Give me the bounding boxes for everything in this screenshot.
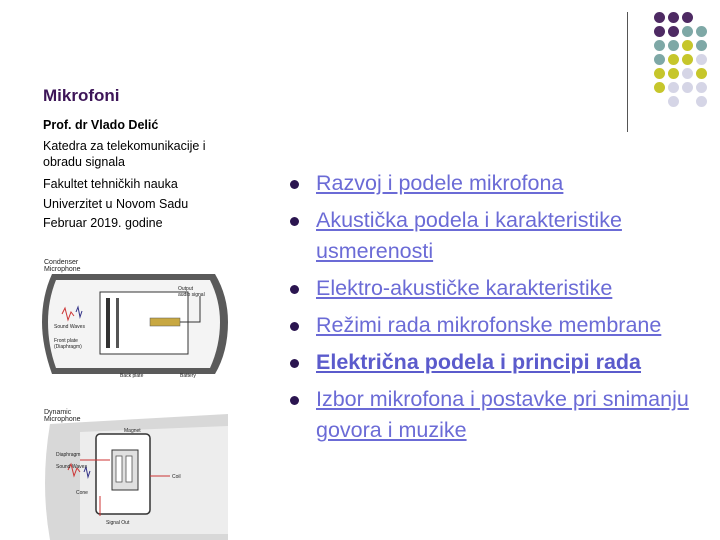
decorative-dot	[668, 96, 679, 107]
decorative-dot	[668, 68, 679, 79]
condenser-front-plate-label: Front plate	[54, 338, 78, 344]
topic-link-akusticka[interactable]: Akustička podela i karakteristike usmerenosti	[316, 208, 622, 263]
topic-item-current	[290, 347, 715, 378]
dynamic-signal-out-label: Signal Out	[106, 520, 130, 526]
topic-item	[290, 384, 715, 446]
topic-item	[290, 205, 715, 267]
dynamic-cone-label: Cone	[76, 490, 88, 496]
affiliation-date: Februar 2019. godine	[43, 216, 163, 230]
decorative-dot	[654, 82, 665, 93]
decorative-dot	[696, 54, 707, 65]
dynamic-label-line1: Dynamic	[44, 409, 72, 416]
slide-title: Mikrofoni	[43, 86, 120, 105]
decorative-dot	[696, 26, 707, 37]
decorative-dot	[668, 54, 679, 65]
decorative-dot	[668, 12, 679, 23]
topic-item	[290, 273, 715, 304]
decorative-dot	[696, 68, 707, 79]
decorative-dot	[682, 40, 693, 51]
topic-link-rezimi[interactable]: Režimi rada mikrofonske membrane	[316, 313, 662, 337]
decorative-dot	[682, 26, 693, 37]
condenser-label-line1: Condenser	[44, 259, 79, 266]
author-name: Prof. dr Vlado Delić	[43, 118, 159, 132]
condenser-battery-label: Battery	[180, 373, 196, 379]
topic-link-izbor[interactable]: Izbor mikrofona i postavke pri snimanju govora i muzike	[316, 387, 689, 442]
decorative-dot	[682, 54, 693, 65]
decorative-dot	[682, 68, 693, 79]
topic-item	[290, 310, 715, 341]
condenser-back-plate-label: Back plate	[120, 373, 144, 379]
topic-list	[290, 168, 715, 452]
decorative-dot	[696, 82, 707, 93]
dynamic-diaphragm-label: Diaphragm	[56, 452, 81, 458]
condenser-output-label: Output	[178, 286, 194, 292]
bullet-icon	[290, 285, 299, 294]
dynamic-coil-label: Coil	[172, 474, 181, 480]
bullet-icon	[290, 217, 299, 226]
affiliation-faculty: Fakultet tehničkih nauka	[43, 177, 178, 191]
decorative-dot	[654, 26, 665, 37]
bullet-icon	[290, 359, 299, 368]
decorative-dot	[654, 12, 665, 23]
decorative-dot	[696, 40, 707, 51]
bullet-icon	[290, 322, 299, 331]
condenser-sound-waves-label: Sound Waves	[54, 324, 85, 330]
decorative-dot	[668, 40, 679, 51]
bullet-icon	[290, 180, 299, 189]
dynamic-sound-waves-label: Sound Waves	[56, 464, 87, 470]
dynamic-microphone-image	[40, 404, 230, 540]
condenser-microphone-image	[40, 256, 230, 388]
condenser-label-line2: Microphone	[44, 266, 81, 273]
decorative-dot	[668, 26, 679, 37]
topic-link-elektricna[interactable]: Električna podela i principi rada	[316, 350, 641, 374]
decorative-dot	[682, 82, 693, 93]
dynamic-label-line2: Microphone	[44, 416, 81, 423]
condenser-diaphragm-label: (Diaphragm)	[54, 344, 82, 350]
affiliation-university: Univerzitet u Novom Sadu	[43, 197, 189, 211]
topic-item	[290, 168, 715, 199]
decorative-vertical-line	[627, 12, 628, 132]
decorative-dot	[696, 96, 707, 107]
decorative-dot	[654, 40, 665, 51]
decorative-dot	[682, 12, 693, 23]
affiliation-department: Katedra za telekomunikacije i obradu signala	[43, 139, 206, 169]
condenser-audio-signal-label: audio signal	[178, 292, 205, 298]
dynamic-magnet-label: Magnet	[124, 428, 141, 434]
decorative-dot	[668, 82, 679, 93]
topic-link-elektroakusticke[interactable]: Elektro-akustičke karakteristike	[316, 276, 613, 300]
decorative-dot	[654, 54, 665, 65]
topic-link-razvoj[interactable]: Razvoj i podele mikrofona	[316, 171, 564, 195]
decorative-dot	[654, 68, 665, 79]
bullet-icon	[290, 396, 299, 405]
